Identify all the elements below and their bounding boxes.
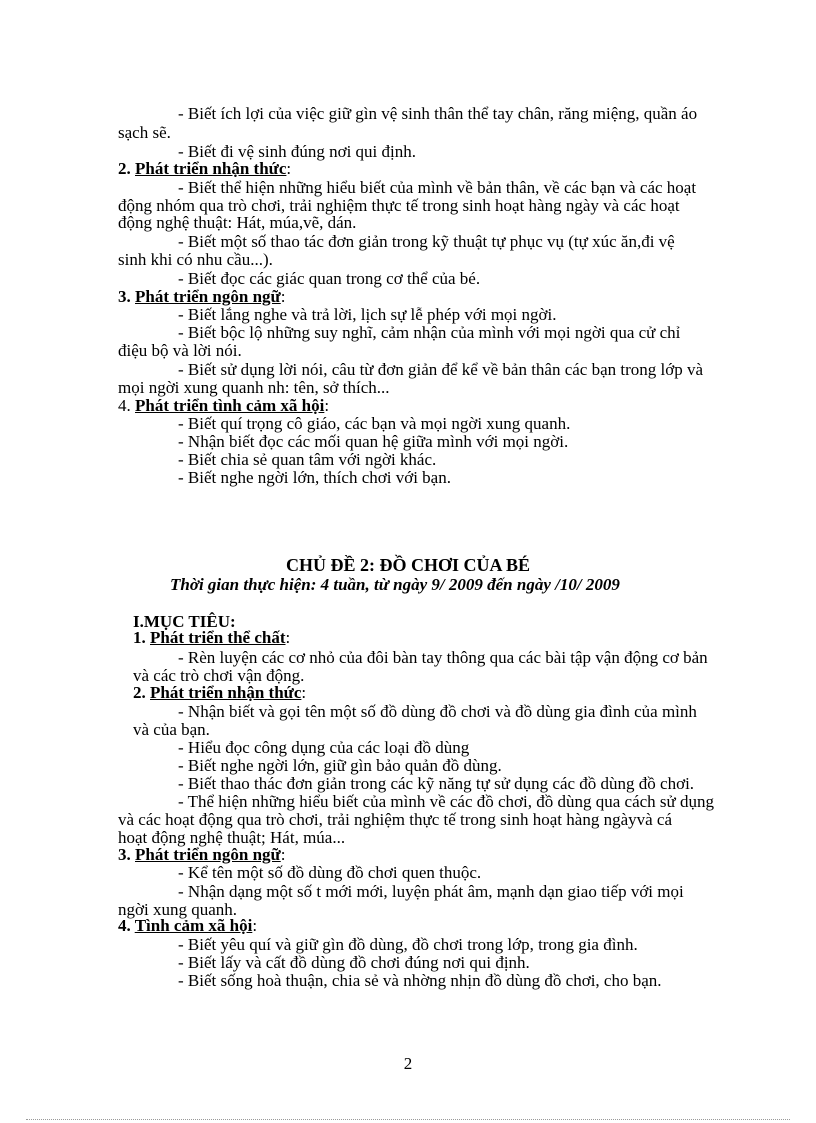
cognitive-1-line-1: - Biết thể hiện những hiểu biết của mình về bản thân, về các bạn và các hoạt: [178, 178, 697, 197]
social2-3-line: - Biết sống hoà thuận, chia sẻ và nhờng nhịn đồ dùng đồ chơi, cho bạn.: [178, 971, 662, 990]
language-2-line-1: - Biết bộc lộ những suy nghĩ, cảm nhận của mình với mọi ngời qua cử chỉ: [178, 323, 681, 342]
social2-2-line: - Biết lấy và cất đồ dùng đồ chơi đúng nơi qui định.: [178, 953, 530, 972]
cognitive2-3-line: - Biết nghe ngời lớn, giữ gìn bảo quản đồ dùng.: [178, 756, 502, 775]
language-2-line-2: điệu bộ và lời nói.: [118, 341, 242, 360]
cognitive2-2-line: - Hiểu đọc công dụng của các loại đồ dùng: [178, 738, 470, 757]
topic-title: CHỦ ĐỀ 2: ĐỒ CHƠI CỦA BÉ: [285, 555, 531, 575]
cognitive2-1-line-2: và của bạn.: [133, 720, 210, 739]
social2-1-line: - Biết yêu quí và giữ gìn đồ dùng, đồ chơi trong lớp, trong gia đình.: [178, 935, 638, 954]
language-1-line: - Biết lắng nghe và trả lời, lịch sự lễ phép với mọi ngời.: [178, 305, 557, 324]
cognitive2-5-line-1: - Thể hiện những hiểu biết của mình về các đồ chơi, đồ dùng qua cách sử dụng: [178, 792, 715, 811]
language-heading: 3. Phát triển ngôn ngữ:: [118, 287, 286, 306]
language2-2-line-1: - Nhận dạng một số t mới mới, luyện phát âm, mạnh dạn giao tiếp với mọi: [178, 882, 684, 901]
physical-heading: 1. Phát triển thể chất:: [133, 628, 291, 647]
hygiene-line-2: sạch sẽ.: [118, 123, 171, 142]
cognitive-2-line-2: sinh khi có nhu cầu...).: [118, 250, 273, 269]
physical-1-line-2: và các trò chơi vận động.: [133, 666, 305, 685]
social-4-line: - Biết nghe ngời lớn, thích chơi với bạn.: [178, 468, 451, 487]
physical-1-line-1: - Rèn luyện các cơ nhỏ của đôi bàn tay thông qua các bài tập vận động cơ bản: [178, 648, 708, 667]
page-bottom-divider: [26, 1119, 790, 1120]
cognitive2-5-line-3: hoạt động nghệ thuật; Hát, múa...: [118, 828, 346, 847]
language2-2-line-2: ngời xung quanh.: [118, 900, 238, 919]
hygiene-line-1: - Biết ích lợi của việc giữ gìn vệ sinh thân thể tay chân, răng miệng, quần áo: [178, 104, 698, 123]
cognitive-3-line: - Biết đọc các giác quan trong cơ thể của bé.: [178, 269, 481, 288]
cognitive2-5-line-2: và các hoạt động qua trò chơi, trải nghiệm thực tế trong sinh hoạt hàng ngàyvà cá: [118, 810, 673, 829]
cognitive-1-line-3: động nghệ thuật: Hát, múa,vẽ, dán.: [118, 213, 357, 232]
cognitive-heading-2: 2. Phát triển nhận thức:: [133, 683, 307, 702]
toilet-line: - Biết đi vệ sinh đúng nơi qui định.: [178, 142, 417, 161]
social-1-line: - Biết quí trọng cô giáo, các bạn và mọi ngời xung quanh.: [178, 414, 571, 433]
language-heading-2: 3. Phát triển ngôn ngữ:: [118, 845, 286, 864]
cognitive2-4-line: - Biết thao thác đơn giản trong các kỹ năng tự sử dụng các đồ dùng đồ chơi.: [178, 774, 695, 793]
cognitive-2-line-1: - Biết một số thao tác đơn giản trong kỹ thuật tự phục vụ (tự xúc ăn,đi vệ: [178, 232, 675, 251]
cognitive2-1-line-1: - Nhận biết và gọi tên một số đồ dùng đồ chơi và đồ dùng gia đình của mình: [178, 702, 697, 721]
language2-1-line: - Kể tên một số đồ dùng đồ chơi quen thuộc.: [178, 863, 482, 882]
cognitive-1-line-2: động nhóm qua trò chơi, trải nghiệm thực tế trong sinh hoạt hàng ngày và các hoạt: [118, 196, 680, 215]
social-heading-2: 4. Tình cảm xã hội:: [118, 916, 258, 935]
social-3-line: - Biết chia sẻ quan tâm với ngời khác.: [178, 450, 437, 469]
topic-duration: Thời gian thực hiện: 4 tuần, từ ngày 9/ 2009 đến ngày /10/ 2009: [170, 575, 620, 594]
objectives-heading: I.MỤC TIÊU:: [133, 612, 236, 631]
social-heading: 4. Phát triển tình cảm xã hội:: [118, 396, 330, 415]
language-3-line-2: mọi ngời xung quanh nh: tên, sở thích...: [118, 378, 390, 397]
cognitive-heading: 2. Phát triển nhận thức:: [118, 159, 292, 178]
language-3-line-1: - Biết sử dụng lời nói, câu từ đơn giản để kể về bản thân các bạn trong lớp và: [178, 360, 704, 379]
page-number: 2: [403, 1054, 413, 1073]
social-2-line: - Nhận biết đọc các mối quan hệ giữa mình với mọi ngời.: [178, 432, 569, 451]
